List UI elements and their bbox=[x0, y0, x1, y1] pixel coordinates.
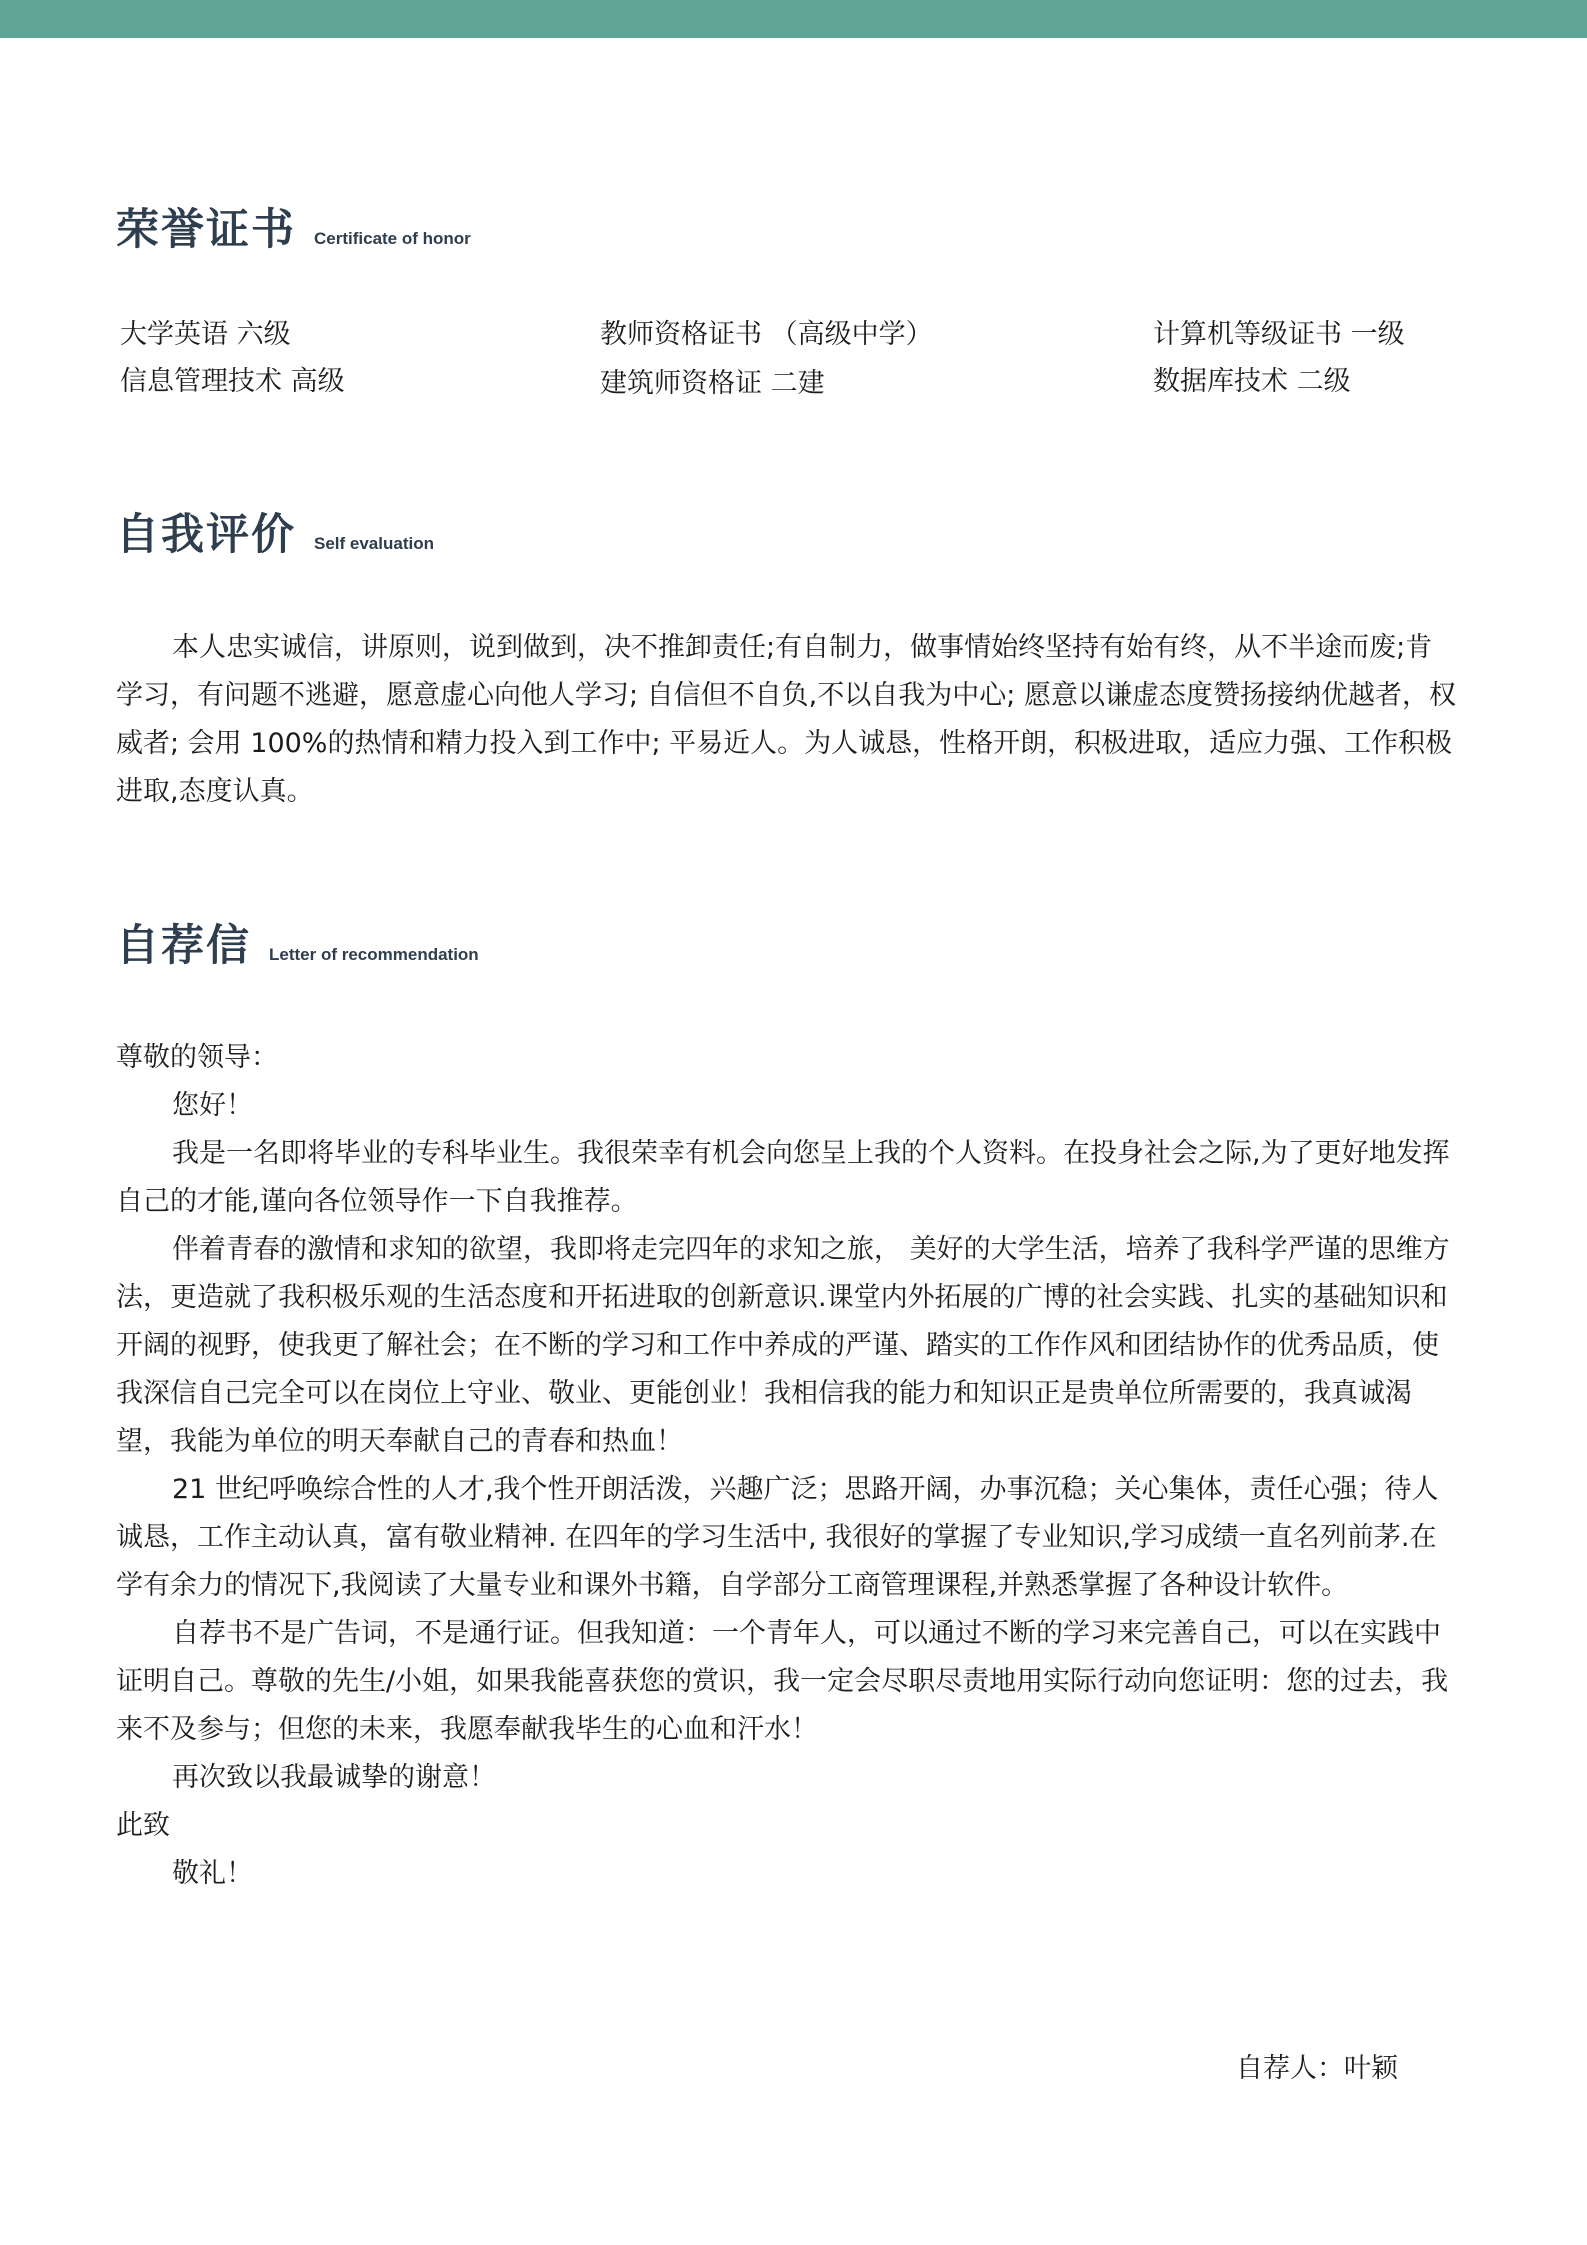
top-accent-bar bbox=[0, 0, 1587, 38]
cert-item: 教师资格证书 （高级中学） bbox=[600, 319, 933, 350]
letter-paragraph: 21 世纪呼唤综合性的人才,我个性开朗活泼，兴趣广泛；思路开阔，办事沉稳；关心集体，责任心强；待人诚恳，工作主动认真，富有敬业精神. 在四年的学习生活中, 我很好的掌握了专业知识,学习成绩一直名列前茅.在学有余力的情况下,我阅读了大量专业和课外书籍，自学部分工商管理课程,并熟悉掌握了各种设计软件。 bbox=[116, 1474, 1439, 1601]
cert-item: 数据库技术 二级 bbox=[1153, 366, 1351, 397]
letter-salutation: 尊敬的领导： bbox=[116, 1042, 278, 1073]
letter-heading bbox=[116, 912, 479, 973]
self-evaluation-body bbox=[116, 624, 1458, 816]
signature: 自荐人：叶颖 bbox=[1236, 2053, 1398, 2084]
letter-title: 自荐信 bbox=[116, 921, 251, 971]
letter-paragraph: 自荐书不是广告词，不是通行证。但我知道：一个青年人，可以通过不断的学习来完善自己，可以在实践中证明自己。尊敬的先生/小姐，如果我能喜获您的赏识，我一定会尽职尽责地用实际行动向您证明：您的过去，我来不及参与；但您的未来，我愿奉献我毕生的心血和汗水！ bbox=[116, 1618, 1449, 1745]
self-evaluation-subtitle: Self evaluation bbox=[314, 534, 434, 553]
letter-greeting: 您好！ bbox=[172, 1090, 253, 1121]
self-evaluation-text: 本人忠实诚信，讲原则，说到做到，决不推卸责任;有自制力，做事情始终坚持有始有终，从不半途而废;肯学习，有问题不逃避，愿意虚心向他人学习; 自信但不自负,不以自我为中心; 愿意以谦虚态度赞扬接纳优越者，权威者; 会用 100%的热情和精力投入到工作中; 平易近人。为人诚恳，性格开朗，积极进取，适应力强、工作积极进取,态度认真。 bbox=[116, 632, 1456, 807]
self-evaluation-title: 自我评价 bbox=[116, 510, 296, 560]
letter-subtitle: Letter of recommendation bbox=[269, 945, 479, 964]
letter-body bbox=[116, 1034, 1458, 1898]
letter-paragraph: 我是一名即将毕业的专科毕业生。我很荣幸有机会向您呈上我的个人资料。在投身社会之际,为了更好地发挥自己的才能,谨向各位领导作一下自我推荐。 bbox=[116, 1138, 1450, 1217]
letter-paragraph: 伴着青春的激情和求知的欲望，我即将走完四年的求知之旅， 美好的大学生活，培养了我科学严谨的思维方法，更造就了我积极乐观的生活态度和开拓进取的创新意识.课堂内外拓展的广博的社会实践、扎实的基础知识和开阔的视野，使我更了解社会；在不断的学习和工作中养成的严谨、踏实的工作作风和团结协作的优秀品质，使我深信自己完全可以在岗位上守业、敬业、更能创业！我相信我的能力和知识正是贵单位所需要的，我真诚渴望，我能为单位的明天奉献自己的青春和热血！ bbox=[116, 1234, 1450, 1457]
letter-paragraph: 再次致以我最诚挚的谢意！ bbox=[172, 1762, 496, 1793]
honors-heading bbox=[116, 196, 471, 257]
cert-item: 信息管理技术 高级 bbox=[120, 366, 345, 397]
cert-item: 大学英语 六级 bbox=[120, 319, 291, 350]
letter-closing-1: 此致 bbox=[116, 1810, 170, 1841]
letter-closing-2: 敬礼！ bbox=[172, 1858, 253, 1889]
cert-item: 计算机等级证书 一级 bbox=[1153, 319, 1405, 350]
cert-item: 建筑师资格证 二建 bbox=[600, 368, 825, 399]
self-evaluation-heading bbox=[116, 501, 434, 562]
honors-title: 荣誉证书 bbox=[116, 205, 296, 255]
honors-subtitle: Certificate of honor bbox=[314, 229, 471, 248]
